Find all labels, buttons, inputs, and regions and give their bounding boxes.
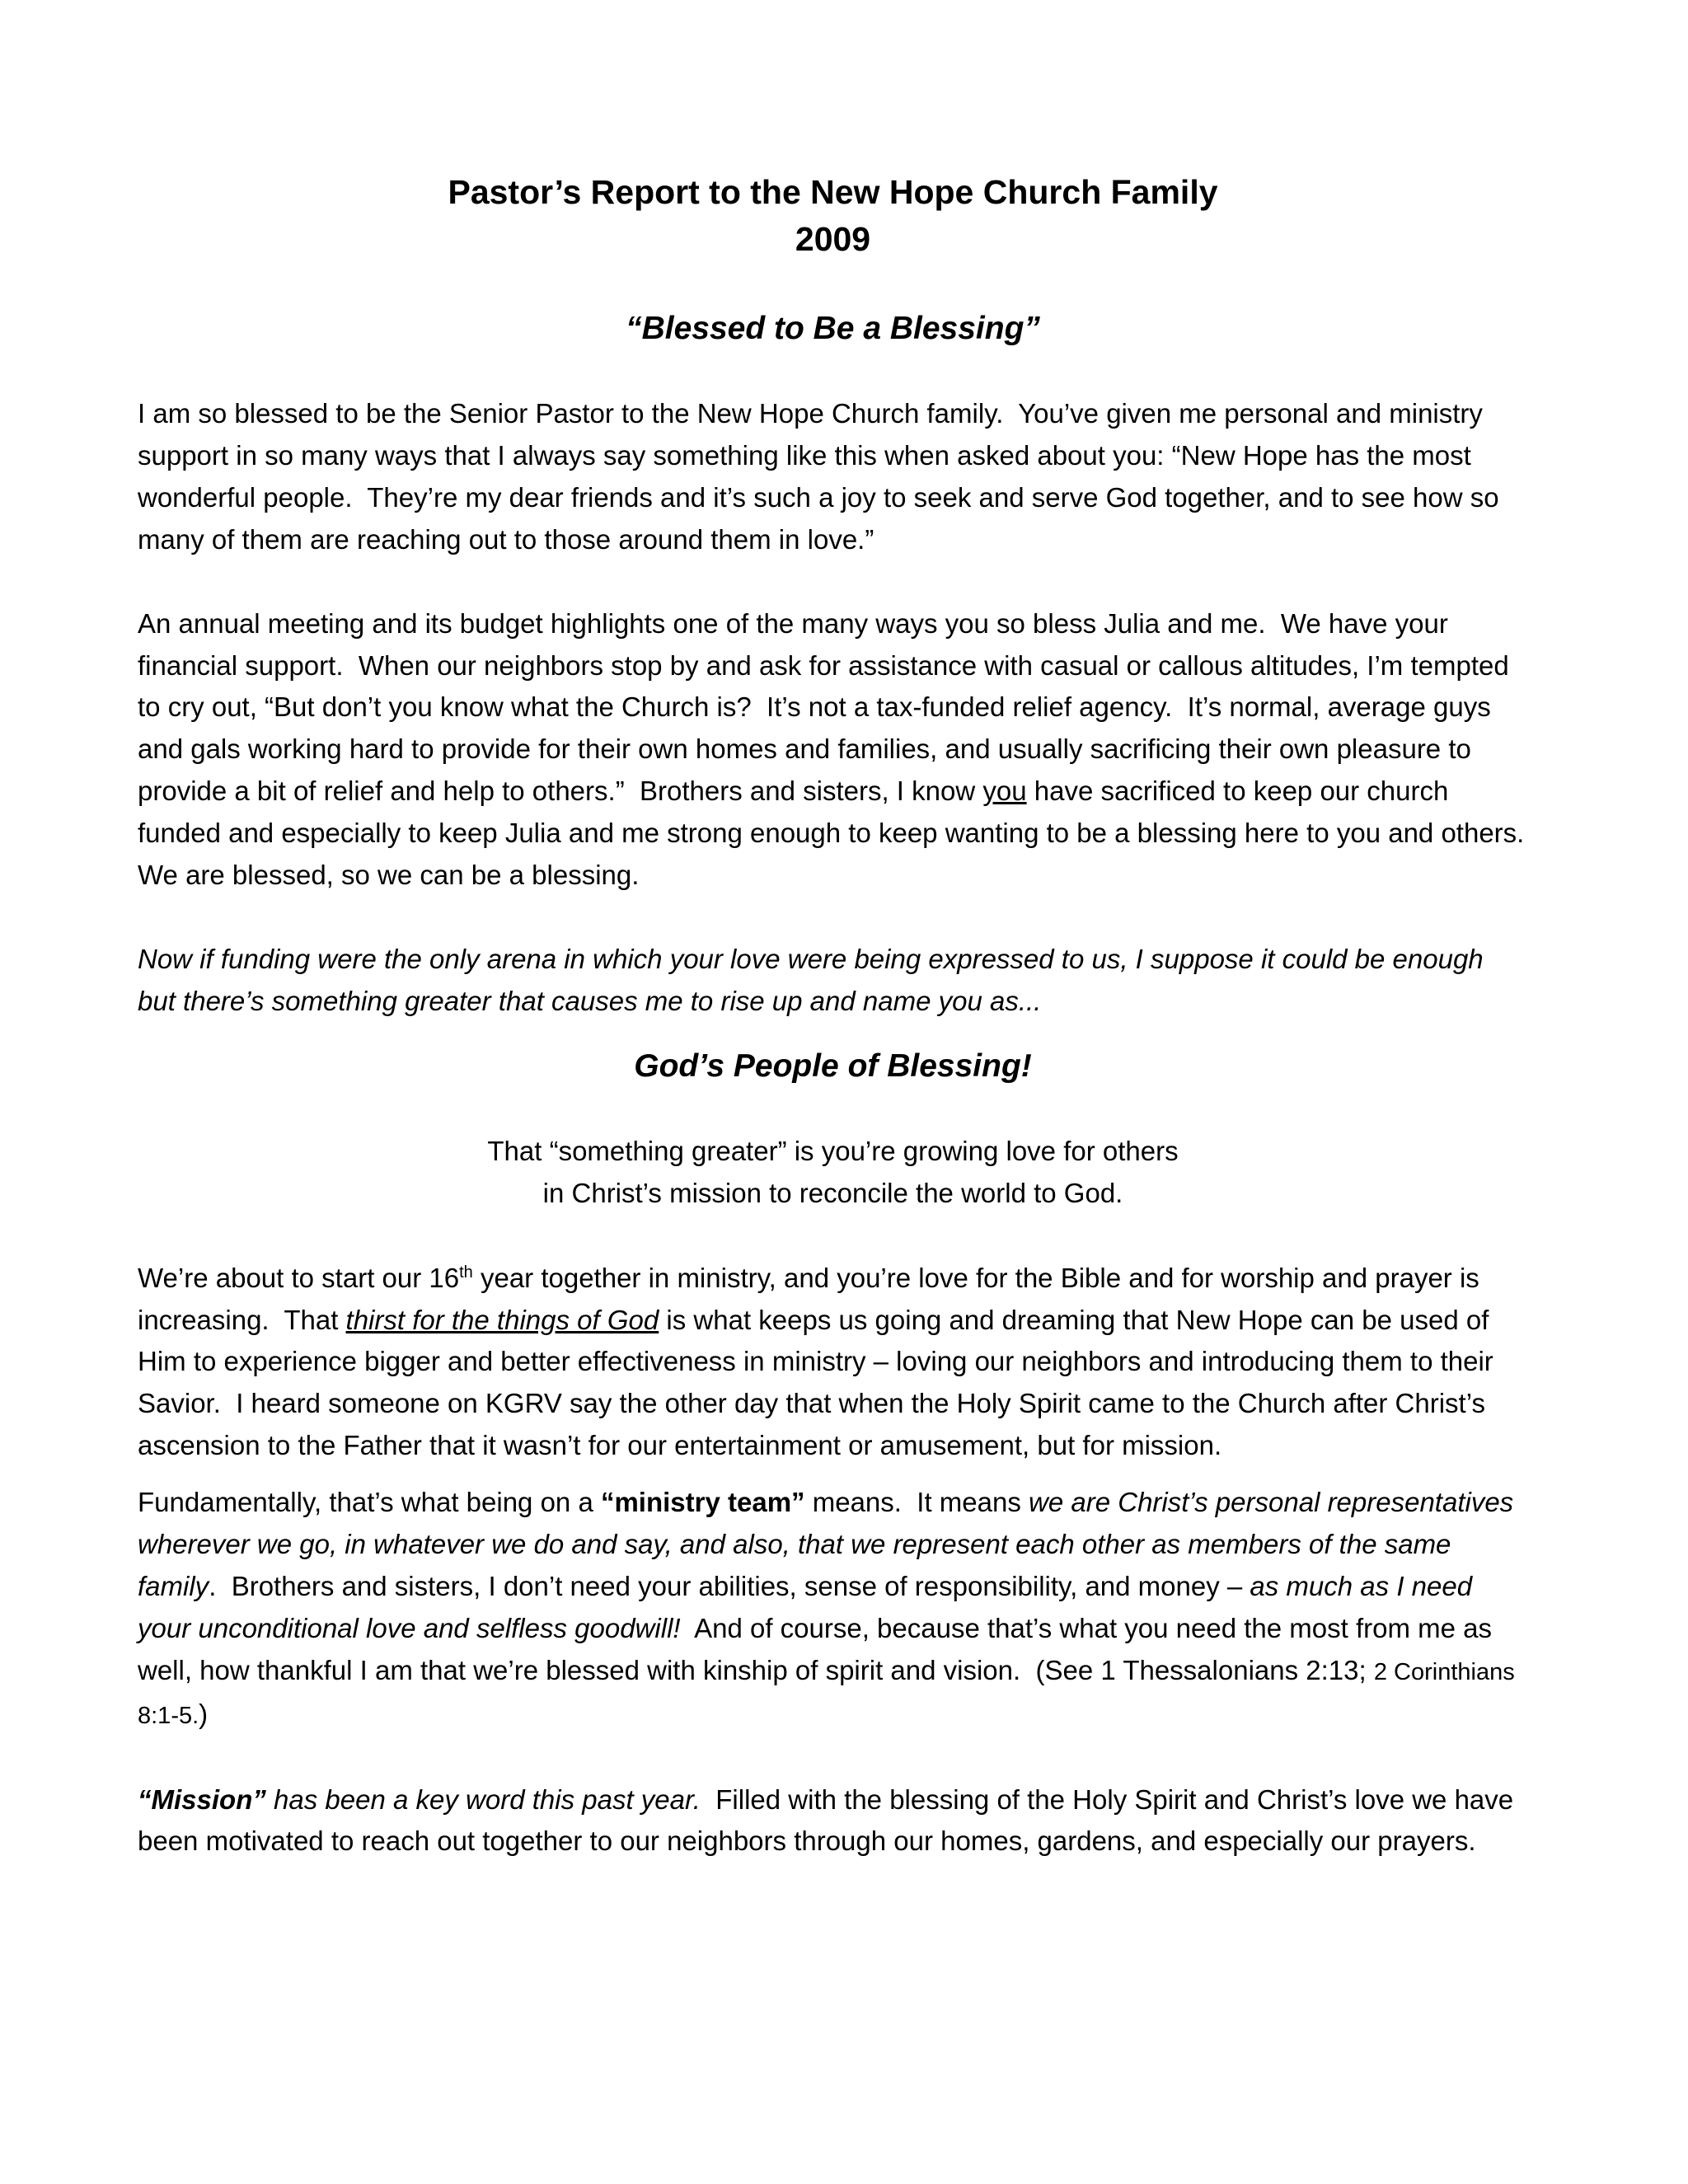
- bold-italic-word: “Mission”: [138, 1783, 266, 1815]
- paragraph-text: And of course, because that’s what you need the most from me as well, how thankful I am that we’re blessed with kinship of spirit and vision. (See 1 Thessalonians 2:13;: [138, 1612, 1500, 1685]
- document-body: [138, 0, 1540, 1863]
- paragraph-text: have sacrificed to keep our church funded and especially to keep Julia and me strong enough to keep wanting to be a blessing here to you and others. We are blessed, so we can be a blessing.: [138, 776, 1540, 891]
- bold-phrase: “ministry team”: [600, 1487, 805, 1518]
- report-subtitle: “Blessed to Be a Blessing”: [626, 311, 1040, 346]
- emphasized-phrase: thirst for the things of God: [345, 1304, 659, 1335]
- paragraph-2: [138, 603, 1540, 897]
- paragraph-text: Filled with the blessing of the Holy Spirit and Christ’s love we have been motivated to reach out together to our neighbors through our homes, gardens, and especially our prayers.: [138, 1783, 1522, 1857]
- italic-phrase: has been a key word this past year.: [265, 1783, 701, 1815]
- centered-line-1: That “something greater” is you’re growing love for others: [487, 1135, 1179, 1166]
- paragraph-3-italic: Now if funding were the only arena in which your love were being expressed to us, I suppose it could be enough but there’s something greater that causes me to rise up and name you as...: [138, 943, 1491, 1016]
- title-line-1: Pastor’s Report to the New Hope Church Family: [448, 173, 1218, 211]
- underlined-word: you: [982, 776, 1027, 807]
- paragraph-text: We’re about to start our 16: [138, 1262, 460, 1293]
- centered-statement: [138, 1131, 1528, 1215]
- section-heading: God’s People of Blessing!: [634, 1047, 1032, 1084]
- paragraph-text: means. It means: [804, 1487, 1029, 1518]
- italic-phrase: as much as I need your unconditional love and selfless goodwill!: [138, 1570, 1480, 1643]
- paragraph-text: is what keeps us going and dreaming that New Hope can be used of Him to experience bigger and better effectiveness in ministry – loving our neighbors and introducing them to their Savior. I heard someone on KGRV say the other day that when the Holy Spirit came to the Church after Christ’s ascension to the Father that it wasn’t for our entertainment or amusement, but for mission.: [138, 1304, 1501, 1461]
- paragraph-text: An annual meeting and its budget highlights one of the many ways you so bless Julia and me. We have your financial support. When our neighbors stop by and ask for assistance with casual or callous altitudes, I’m tempted to cry out, “But don’t you know what the Church is? It’s not a tax-funded relief agency. It’s normal, average guys and gals working hard to provide for their own homes and families, and usually sacrificing their own pleasure to provide a bit of relief and help to others.” Brothers and sisters, I know: [138, 607, 1517, 807]
- paragraph-text: ): [199, 1698, 209, 1729]
- scripture-reference: 2 Corinthians 8:1-5.: [138, 1658, 1522, 1729]
- paragraph-text: year together in ministry, and you’re love for the Bible and for worship and prayer is increasing. That: [138, 1262, 1487, 1335]
- paragraph-6: [138, 1779, 1528, 1863]
- italic-phrase: we are Christ’s personal representatives wherever we go, in whatever we do and say, and also, that we represent each other as members of the same family: [138, 1487, 1522, 1601]
- paragraph-text: . Brothers and sisters, I don’t need your abilities, sense of responsibility, and money –: [209, 1570, 1250, 1601]
- paragraph-4: [138, 1258, 1528, 1468]
- title-line-2-year: 2009: [795, 220, 871, 258]
- centered-line-2: in Christ’s mission to reconcile the world to God.: [542, 1177, 1123, 1208]
- paragraph-text: Fundamentally, that’s what being on a: [138, 1487, 601, 1518]
- ordinal-superscript: th: [459, 1263, 473, 1282]
- paragraph-5: [138, 1482, 1528, 1736]
- paragraph-1: I am so blessed to be the Senior Pastor to the New Hope Church family. You’ve given me personal and ministry support in so many ways that I always say something like this when asked about you: “New Hope has the most wonderful people. They’re my dear friends and it’s such a joy to seek and serve God together, and to see how so many of them are reaching out to those around them in love.”: [138, 398, 1507, 555]
- report-title: [138, 169, 1528, 263]
